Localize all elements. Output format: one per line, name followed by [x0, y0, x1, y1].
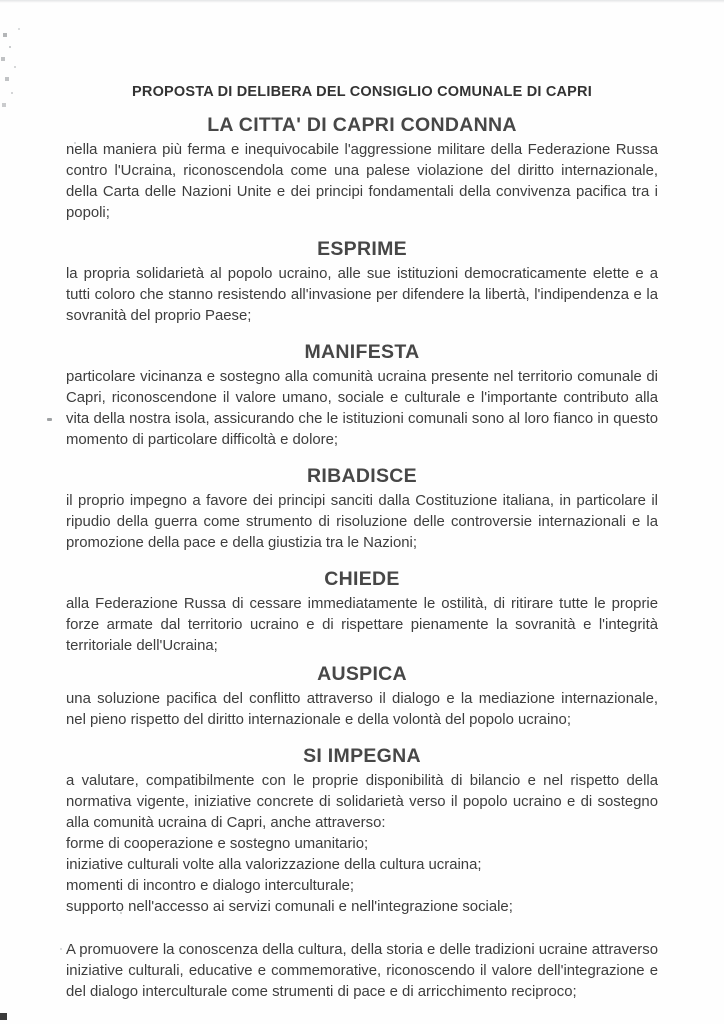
section-manifesta [66, 341, 658, 451]
section-heading-condanna: LA CITTA' DI CAPRI CONDANNA [207, 114, 517, 136]
section-body-condanna: nella maniera più ferma e inequivocabile l'aggressione militare della Federazione Russa contro l'Ucraina, riconoscendola come una palese violazione del diritto internazionale, della Carta delle Nazioni Unite e dei principi fondamentali della convivenza pacifica tra i popoli; [66, 142, 658, 221]
section-body-ribadisce: il proprio impegno a favore dei principi sanciti dalla Costituzione italiana, in particolare il ripudio della guerra come strumento di risoluzione delle controversie internazionali e la promozione della pace e della giustizia tra le Nazioni; [66, 493, 658, 551]
document-title: PROPOSTA DI DELIBERA DEL CONSIGLIO COMUNALE DI CAPRI [132, 84, 592, 100]
section-auspica [66, 663, 658, 731]
section-heading-manifesta: MANIFESTA [304, 341, 420, 363]
list-item-incontro-dialogo: momenti di incontro e dialogo interculturale; [66, 878, 355, 894]
list-item-cooperazione: forme di cooperazione e sostegno umanitario; [66, 836, 369, 852]
section-body-si-impegna: a valutare, compatibilmente con le proprie disponibilità di bilancio e nel rispetto della normativa vigente, iniziative concrete di solidarietà verso il popolo ucraino e di sostegno alla comunità ucraina di Capri, anche attraverso: [66, 773, 658, 831]
section-esprime [66, 238, 658, 327]
section-body-chiede: alla Federazione Russa di cessare immediatamente le ostilità, di ritirare tutte le proprie forze armate dal territorio ucraino e di rispettare pienamente la sovranità e l'integrità territoriale dell'Ucraina; [66, 596, 658, 654]
section-heading-ribadisce: RIBADISCE [307, 465, 417, 487]
section-body-esprime: la propria solidarietà al popolo ucraino, alle sue istituzioni democraticamente elette e a tutti coloro che stanno resistendo all'invasione per difendere la libertà, l'indipendenza e la sovranità del proprio Paese; [66, 266, 658, 324]
closing-paragraph: A promuovere la conoscenza della cultura, della storia e delle tradizioni ucraine attraverso iniziative culturali, educative e commemorative, riconoscendo il valore dell'integrazione e del dialogo interculturale come strumenti di pace e di arricchimento reciproco; [66, 942, 658, 1000]
section-condanna [66, 114, 658, 224]
section-heading-chiede: CHIEDE [324, 568, 400, 590]
section-body-manifesta: particolare vicinanza e sostegno alla comunità ucraina presente nel territorio comunale di Capri, riconoscendone il valore umano, sociale e culturale e l'importante contributo alla vita della nostra isola, assicurando che le istituzioni comunali sono al loro fianco in questo momento di particolare difficoltà e dolore; [66, 369, 658, 448]
section-si-impegna [66, 745, 658, 918]
list-item-iniziative-culturali: iniziative culturali volte alla valorizzazione della cultura ucraina; [66, 857, 482, 873]
section-heading-si-impegna: SI IMPEGNA [303, 745, 421, 767]
section-heading-auspica: AUSPICA [317, 663, 407, 685]
section-body-auspica: una soluzione pacifica del conflitto attraverso il dialogo e la mediazione internazionale, nel pieno rispetto del diritto internazionale e della volontà del popolo ucraino; [66, 691, 658, 728]
section-heading-esprime: ESPRIME [317, 238, 407, 260]
list-item-supporto-accesso: supporto nell'accesso ai servizi comunali e nell'integrazione sociale; [66, 899, 513, 915]
section-ribadisce [66, 465, 658, 554]
section-chiede [66, 568, 658, 657]
